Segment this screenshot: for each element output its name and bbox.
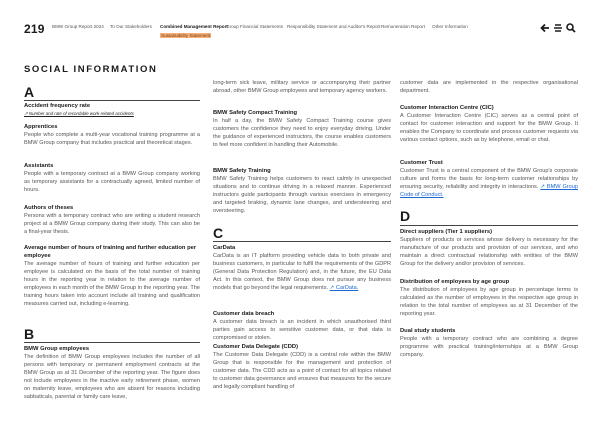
term-customer-trust: Customer Trust (400, 160, 443, 166)
nav-group-financial-statements[interactable]: Group Financial Statements (226, 24, 283, 29)
term-assistants: Assistants (24, 163, 54, 169)
divider (24, 342, 200, 343)
term-bmw-safety-compact-training: BMW Safety Compact Training (213, 110, 298, 116)
nav-responsibility-statement[interactable]: Responsibility Statement and Auditor's Report (287, 24, 381, 29)
term-cardata: CarData (213, 245, 236, 251)
definition-customer-data-delegate: The Customer Data Delegate (CDD) is a central role within the BMW Group that is responsible for the management and protection of customer data. The CDD acts as a point of contact for all topics related to customer data governance and ensures that measures for the secure and legally compliant handling of (213, 352, 391, 391)
page-number: 219 (24, 22, 45, 36)
subnav-sustainability-statement[interactable]: Sustainability Statement (161, 33, 211, 38)
divider (24, 100, 200, 101)
definition-customer-trust (400, 167, 578, 199)
term-customer-data-delegate: Customer Data Delegate (CDD) (213, 344, 299, 350)
definition-apprentices: People who complete a multi-year vocational training programme at a BMW Group company that includes practical and theoretical stages. (24, 132, 200, 147)
definition-authors-of-theses: Persons with a temporary contract who are writing a student research project at a BMW Group company during their study. This can also be a final-year thesis. (24, 213, 200, 236)
definition-customer-interaction-centre: A Customer Interaction Centre (CIC) serves as a central point of contact for customer interaction and support for the BMW Group. It enables the Company to coordinate and process customer requests via various contact options, such as by telephone, email or chat. (400, 113, 578, 144)
definition-cardata (213, 252, 391, 292)
letter-heading-c: C (213, 225, 224, 241)
definition-cardata-text: CarData is an IT platform providing vehicle data to both private and business customers, in particular to fulfil the requirements of the GDPR (General Data Protection Regulation) and, in the future, the EU Data Act. In this context, the BMW Group does not pursue any business models that go beyond the legal requirements. (213, 253, 391, 292)
link-cardata[interactable]: ↗ CarData. (329, 285, 359, 292)
definition-average-training-hours: The average number of hours of training and further education per employee is calculated on the basis of the total number of training hours in the reporting year in relation to the average number of employees in each month of the BMW Group in the reporting year. The training hours taken into account include all training and qualification measures carried out, including e-learning. (24, 261, 200, 308)
term-average-training-hours: Average number of hours of training and further education per employee (24, 245, 197, 259)
letter-heading-a: A (24, 84, 35, 100)
link-recordable-accidents[interactable]: ↗ Number and rate of recordable work-related accidents (24, 111, 134, 116)
term-customer-interaction-centre: Customer Interaction Centre (CIC) (400, 105, 494, 111)
section-title: SOCIAL INFORMATION (24, 64, 158, 75)
nav-to-our-stakeholders[interactable]: To Our Stakeholders (110, 24, 152, 29)
definition-bmw-group-employees: The definition of BMW Group employees includes the number of all persons with temporary or permanent employment contracts at the BMW Group as at 31 December of the reporting year. The figure does not include employees in the inactive early retirement phase, women on maternity leave, employees who are absent for reasons including sabbaticals, parental or family care leave, (24, 354, 200, 401)
search-icon[interactable] (565, 21, 577, 33)
term-bmw-safety-training: BMW Safety Training (213, 168, 271, 174)
term-accident-frequency-rate: Accident frequency rate (24, 103, 91, 109)
definition-direct-suppliers: Suppliers of products or services whose delivery is necessary for the manufacture of our products and provision of our services, and who maintain a direct contractual relationship with entities of the BMW Group for the delivery and/or provision of services. (400, 237, 578, 268)
divider (400, 225, 578, 226)
definition-dual-study-students: People with a temporary contract who are combining a degree programme with practical training/internships at a BMW Group company. (400, 336, 578, 359)
definition-bmw-safety-training: BMW Safety Training helps customers to react calmly in unexpected situations and to continue driving in a relaxed manner. Experienced instructors guide participants through various exercises in emergency and targeted braking, dynamic lane changes, and understeering and oversteering. (213, 176, 391, 215)
letter-heading-b: B (24, 326, 35, 342)
nav-combined-management-report[interactable]: Combined Management Report (160, 24, 228, 29)
term-authors-of-theses: Authors of theses (24, 205, 74, 211)
nav-other-information[interactable]: Other Information (432, 24, 468, 29)
back-arrow-icon[interactable] (539, 21, 551, 33)
contents-icon[interactable] (552, 21, 564, 33)
nav-remuneration-report[interactable]: Remuneration Report (381, 24, 425, 29)
definition-customer-data-breach: A customer data breach is an incident in which unauthorised third parties gain access to sensitive customer data, or that data is compromised or stolen. (213, 319, 391, 342)
definition-bmw-safety-compact-training: In half a day, the BMW Safety Compact Training course gives customers the confidence they need to enjoy everyday driving. Under the guidance of experienced instructors, the course enables customers to feel more confident in handling their Automobile. (213, 118, 391, 149)
definition-customer-trust-text: Customer Trust is a central component of the BMW Group's corporate culture and forms the basis for long-term customer relationships by ensuring security, reliability and integrity in interactions. (400, 168, 578, 191)
term-distribution-by-age-group: Distribution of employees by age group (400, 279, 510, 285)
term-dual-study-students: Dual study students (400, 328, 456, 334)
divider (213, 241, 391, 242)
definition-bmw-group-employees-continued: long-term sick leave, military service or accompanying their partner abroad, other BMW Group employees and temporary agency workers. (213, 80, 391, 95)
definition-assistants: People with a temporary contract at a BMW Group company working as temporary assistants for a contractually agreed, limited number of hours. (24, 171, 200, 194)
definition-distribution-by-age-group: The distribution of employees by age group in percentage terms is calculated as the number of employees in the respective age group in relation to the total number of employees as at 31 December of the reporting year. (400, 287, 578, 318)
link-code-of-conduct[interactable]: ↗ BMW Group Code of Conduct. (400, 184, 578, 199)
term-direct-suppliers: Direct suppliers (Tier 1 suppliers) (400, 229, 493, 235)
term-bmw-group-employees: BMW Group employees (24, 346, 90, 352)
term-customer-data-breach: Customer data breach (213, 311, 275, 317)
definition-customer-data-delegate-continued: customer data are implemented in the respective organisational department. (400, 80, 578, 95)
term-apprentices: Apprentices (24, 124, 58, 130)
nav-bmw-group-report[interactable]: BMW Group Report 2024 (52, 24, 104, 29)
top-navigation-bar (0, 0, 600, 44)
letter-heading-d: D (400, 208, 411, 224)
